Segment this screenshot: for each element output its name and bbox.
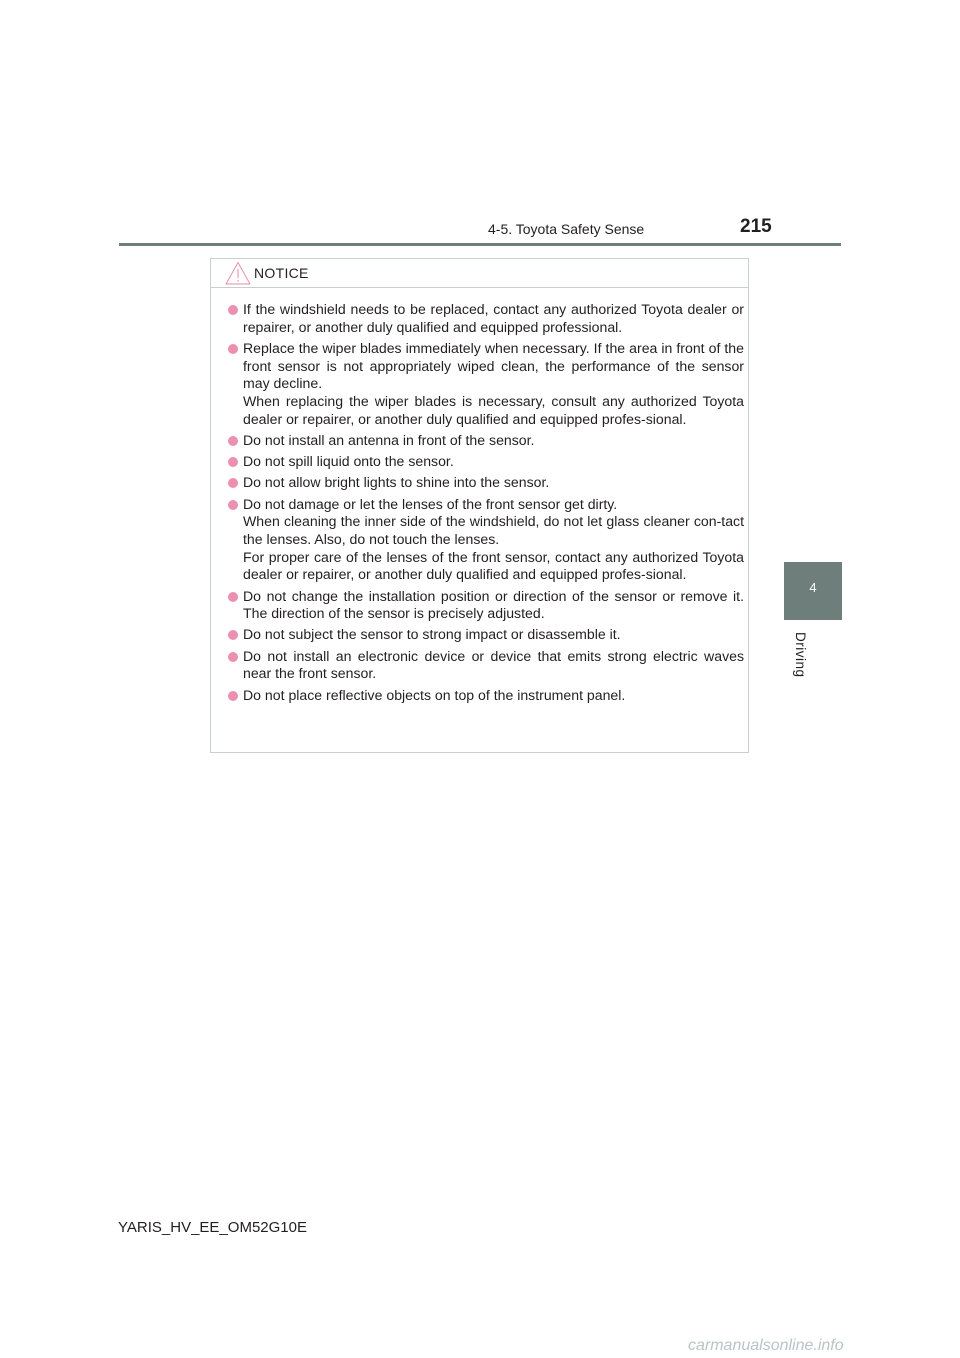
notice-item-text: Do not damage or let the lenses of the front sensor get dirty. When cleaning the inner side of the windshield, do not let glass cleaner con-tact the lenses. Also, do not touch the lenses. For proper care of the lenses of the front sensor, contact any authorized Toyota dealer or repairer, or another duly qualified and equipped profes-sional.	[243, 495, 744, 583]
notice-item-text: If the windshield needs to be replaced, contact any authorized Toyota dealer or repairer, or another duly qualified and equipped professional.	[243, 301, 744, 335]
notice-item	[228, 588, 744, 623]
notice-item-text: Do not place reflective objects on top of the instrument panel.	[243, 686, 626, 703]
page-number: 215	[740, 216, 772, 237]
notice-item-text: Do not subject the sensor to strong impact or disassemble it.	[243, 626, 621, 643]
section-title: 4-5. Toyota Safety Sense	[488, 221, 645, 237]
notice-item-text: Do not allow bright lights to shine into the sensor.	[243, 474, 550, 491]
notice-item-text: Do not spill liquid onto the sensor.	[243, 453, 454, 470]
document-code: YARIS_HV_EE_OM52G10E	[118, 1219, 307, 1236]
notice-list	[228, 301, 744, 708]
bullet-icon	[228, 630, 238, 640]
notice-item	[228, 432, 744, 450]
chapter-label: Driving	[793, 632, 808, 678]
notice-title: NOTICE	[254, 265, 309, 281]
notice-item-text: Do not install an electronic device or device that emits strong electric waves near the front sensor.	[243, 647, 744, 682]
notice-item	[228, 453, 744, 471]
notice-box	[210, 258, 749, 753]
bullet-icon	[228, 500, 238, 510]
bullet-icon	[228, 652, 238, 662]
bullet-icon	[228, 436, 238, 446]
bullet-icon	[228, 691, 238, 701]
notice-item	[228, 626, 744, 644]
header-divider	[119, 243, 841, 246]
notice-item	[228, 496, 744, 585]
notice-item	[228, 474, 744, 492]
notice-item	[228, 648, 744, 683]
notice-item	[228, 687, 744, 705]
notice-item	[228, 301, 744, 336]
watermark: carmanualsonline.info	[688, 1337, 844, 1354]
bullet-icon	[228, 457, 238, 467]
notice-item-text: Do not change the installation position or direction of the sensor or remove it. The direction of the sensor is precisely adjusted.	[243, 587, 744, 622]
bullet-icon	[228, 592, 238, 602]
notice-header	[211, 259, 748, 288]
warning-triangle-icon	[225, 261, 251, 285]
notice-item	[228, 340, 744, 429]
chapter-tab	[784, 562, 842, 620]
chapter-number: 4	[809, 580, 817, 595]
bullet-icon	[228, 305, 238, 315]
bullet-icon	[228, 478, 238, 488]
notice-item-text: Replace the wiper blades immediately when necessary. If the area in front of the front sensor is not appropriately wiped clean, the performance of the sensor may decline. When replacing the wiper blades is necessary, consult any authorized Toyota dealer or repairer, or another duly qualified and equipped profes-sional.	[243, 339, 744, 427]
bullet-icon	[228, 344, 238, 354]
notice-item-text: Do not install an antenna in front of the sensor.	[243, 431, 535, 448]
